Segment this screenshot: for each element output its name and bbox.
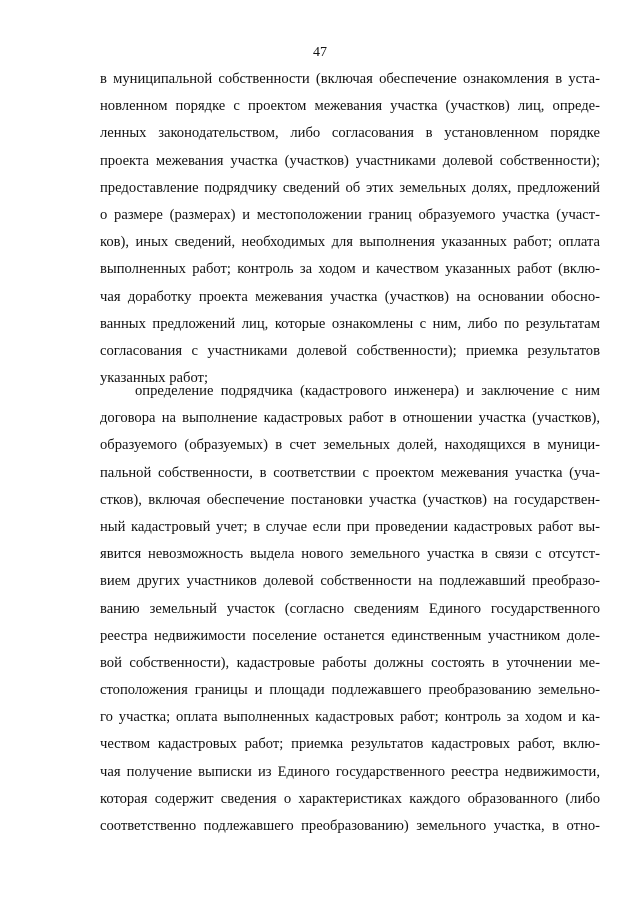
text-line: ленных законодательством, либо согласования в установленном порядке — [100, 125, 600, 142]
text-line: стоположения границы и площади подлежавшего преобразованию земельно- — [100, 682, 600, 699]
text-line: выполненных работ; контроль за ходом и качеством указанных работ (вклю- — [100, 261, 600, 278]
text-line: вием других участников долевой собственности на подлежавший преобразо- — [100, 573, 600, 590]
text-line: образуемого (образуемых) в счет земельных долей, находящихся в муници- — [100, 437, 600, 454]
text-line: вой собственности), кадастровые работы должны состоять в уточнении ме- — [100, 654, 600, 671]
text-line: чая получение выписки из Единого государственного реестра недвижимости, — [100, 763, 600, 780]
text-line: о размере (размерах) и местоположении границ образуемого участка (участ- — [100, 206, 600, 223]
text-line: реестра недвижимости поселение останется единственным участником доле- — [100, 627, 600, 644]
text-line: чая доработку проекта межевания участка (участков) на основании обосно- — [100, 288, 600, 305]
text-line: чеством кадастровых работ; приемка результатов кадастровых работ, вклю- — [100, 736, 600, 753]
text-line: предоставление подрядчику сведений об этих земельных долях, предложений — [100, 179, 600, 196]
page-number: 47 — [313, 45, 327, 60]
text-line: ный кадастровый учет; в случае если при проведении кадастровых работ вы- — [100, 518, 600, 535]
text-line: ков), иных сведений, необходимых для выполнения указанных работ; оплата — [100, 234, 600, 251]
text-line: договора на выполнение кадастровых работ в отношении участка (участков), — [100, 410, 600, 427]
text-line: соответственно подлежавшего преобразованию) земельного участка, в отно- — [100, 818, 600, 834]
text-line: указанных работ; — [100, 370, 208, 387]
text-line: новленном порядке с проектом межевания участка (участков) лиц, опреде- — [100, 98, 600, 115]
text-line: стков), включая обеспечение постановки участка (участков) на государствен- — [100, 491, 600, 508]
text-line: ванных предложений лиц, которые ознакомлены с ним, либо по результатам — [100, 315, 600, 332]
text-line: пальной собственности, в соответствии с проектом межевания участка (уча- — [100, 464, 600, 481]
text-line: го участка; оплата выполненных кадастровых работ; контроль за ходом и ка- — [100, 709, 600, 726]
text-line: ванию земельный участок (согласно сведениям Единого государственного — [100, 600, 600, 617]
text-line: проекта межевания участка (участков) участниками долевой собственности); — [100, 152, 600, 169]
text-line: согласования с участниками долевой собственности); приемка результатов — [100, 342, 600, 359]
text-line: которая содержит сведения о характеристиках каждого образованного (либо — [100, 790, 600, 807]
paragraph-2 — [100, 378, 600, 840]
paragraph-1 — [100, 66, 600, 392]
text-line: в муниципальной собственности (включая обеспечение ознакомления в уста- — [100, 71, 600, 87]
text-line: определение подрядчика (кадастрового инженера) и заключение с ним — [135, 383, 600, 399]
text-line: явится невозможность выдела нового земельного участка в связи с отсутст- — [100, 546, 600, 563]
